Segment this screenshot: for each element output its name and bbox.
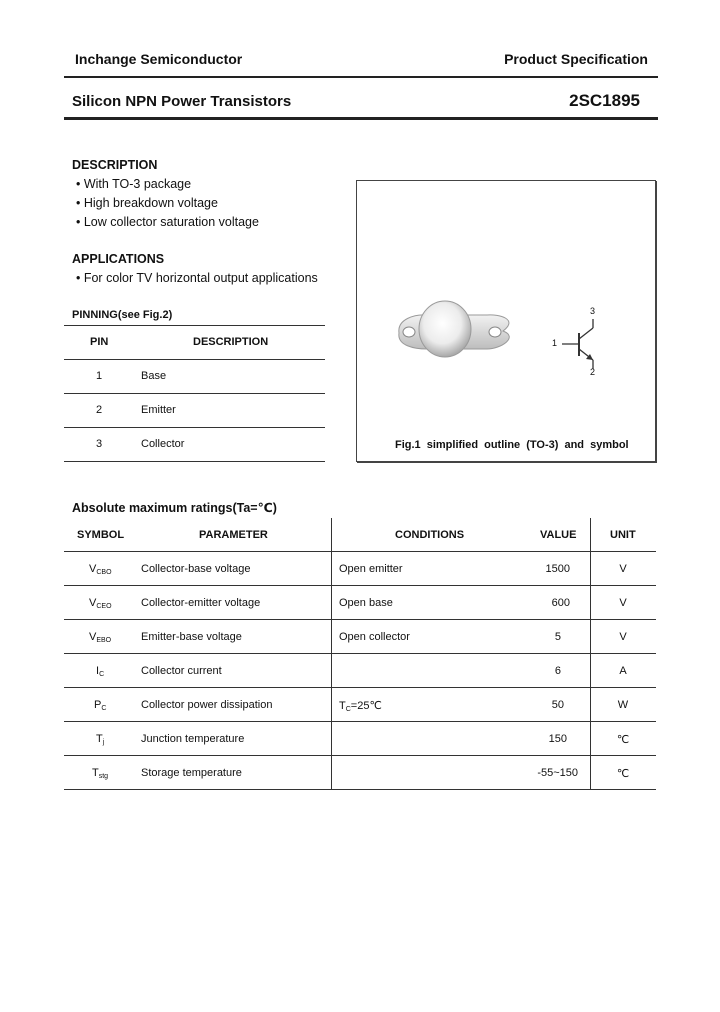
- pinning-cell-description: Base: [141, 370, 167, 382]
- rating-unit: V: [619, 597, 627, 609]
- part-number: 2SC1895: [569, 91, 640, 110]
- ratings-rule: [64, 551, 656, 552]
- company-name: Inchange Semiconductor: [75, 51, 243, 67]
- ratings-header-value: VALUE: [540, 529, 577, 541]
- pinning-header-description: DESCRIPTION: [193, 336, 269, 348]
- rating-unit: A: [619, 665, 627, 677]
- symbol-label-base: 1: [552, 338, 558, 348]
- rating-symbol: $V_{CBO}$: [89, 563, 112, 576]
- rating-value: 5: [554, 631, 561, 643]
- symbol-label-collector: 3: [590, 306, 596, 316]
- rating-unit: ℃: [616, 734, 630, 746]
- rating-condition: $T_C=25℃$: [339, 700, 382, 713]
- pinning-cell-pin: 3: [96, 438, 103, 450]
- pinning-rule: [64, 427, 325, 428]
- rating-unit: ℃: [616, 768, 630, 780]
- rating-parameter: Collector-base voltage: [141, 563, 251, 575]
- ratings-header-conditions: CONDITIONS: [395, 529, 465, 541]
- ratings-rule: [64, 653, 656, 654]
- applications-item: • For color TV horizontal output applications: [76, 271, 318, 285]
- rating-unit: V: [619, 631, 627, 643]
- rating-symbol: $V_{CEO}$: [89, 597, 112, 610]
- pinning-title: PINNING(see Fig.2): [72, 309, 173, 321]
- rating-condition: Open collector: [339, 631, 410, 643]
- rating-unit: V: [619, 563, 627, 575]
- symbol-label-emitter: 2: [590, 367, 596, 377]
- description-title: DESCRIPTION: [72, 158, 158, 172]
- rating-parameter: Junction temperature: [141, 733, 245, 745]
- ratings-header-symbol: SYMBOL: [77, 529, 125, 541]
- ratings-header-parameter: PARAMETER: [199, 529, 268, 541]
- rating-condition: Open emitter: [339, 563, 403, 575]
- figure-box: [356, 180, 656, 462]
- pinning-cell-description: Collector: [141, 438, 185, 450]
- rating-symbol: $I_C$: [96, 665, 105, 678]
- product-line: Silicon NPN Power Transistors: [72, 93, 292, 110]
- rating-value: 50: [551, 699, 564, 711]
- pinning-header-pin: PIN: [90, 336, 109, 348]
- ratings-rule: [64, 721, 656, 722]
- ratings-rule: [64, 755, 656, 756]
- header-rule-bottom: [64, 117, 658, 120]
- rating-condition: Open base: [339, 597, 393, 609]
- pinning-rule: [64, 359, 325, 360]
- rating-parameter: Storage temperature: [141, 767, 242, 779]
- rating-parameter: Emitter-base voltage: [141, 631, 242, 643]
- ratings-title: Absolute maximum ratings(Ta=℃): [72, 501, 277, 515]
- rating-symbol: $P_C$: [94, 699, 107, 712]
- description-item: • Low collector saturation voltage: [76, 215, 259, 229]
- ratings-rule: [64, 687, 656, 688]
- rating-parameter: Collector current: [141, 665, 222, 677]
- rating-parameter: Collector-emitter voltage: [141, 597, 261, 609]
- rating-value: 1500: [545, 563, 570, 575]
- pinning-rule: [64, 393, 325, 394]
- rating-value: 6: [554, 665, 561, 677]
- document-type: Product Specification: [504, 51, 648, 67]
- rating-symbol: $T_{stg}$: [92, 767, 109, 780]
- ratings-rule: [64, 585, 656, 586]
- ratings-header-unit: UNIT: [610, 529, 636, 541]
- rating-value: 600: [551, 597, 570, 609]
- pinning-cell-pin: 2: [96, 404, 103, 416]
- pinning-rule: [64, 325, 325, 326]
- header-rule-top: [64, 76, 658, 78]
- pinning-cell-pin: 1: [96, 370, 103, 382]
- ratings-rule: [64, 789, 656, 790]
- ratings-rule: [64, 619, 656, 620]
- applications-title: APPLICATIONS: [72, 252, 165, 266]
- rating-symbol: $T_j$: [96, 733, 105, 746]
- pinning-cell-description: Emitter: [141, 404, 176, 416]
- rating-value: -55~150: [537, 767, 578, 779]
- description-item: • High breakdown voltage: [76, 196, 218, 210]
- npn-transistor-symbol: [357, 181, 655, 461]
- rating-parameter: Collector power dissipation: [141, 699, 273, 711]
- figure-caption: Fig.1 simplified outline (TO-3) and symbol: [395, 439, 629, 451]
- pinning-rule: [64, 461, 325, 462]
- rating-value: 150: [548, 733, 567, 745]
- description-item: • With TO-3 package: [76, 177, 192, 191]
- rating-symbol: $V_{EBO}$: [89, 631, 112, 644]
- rating-unit: W: [617, 699, 629, 711]
